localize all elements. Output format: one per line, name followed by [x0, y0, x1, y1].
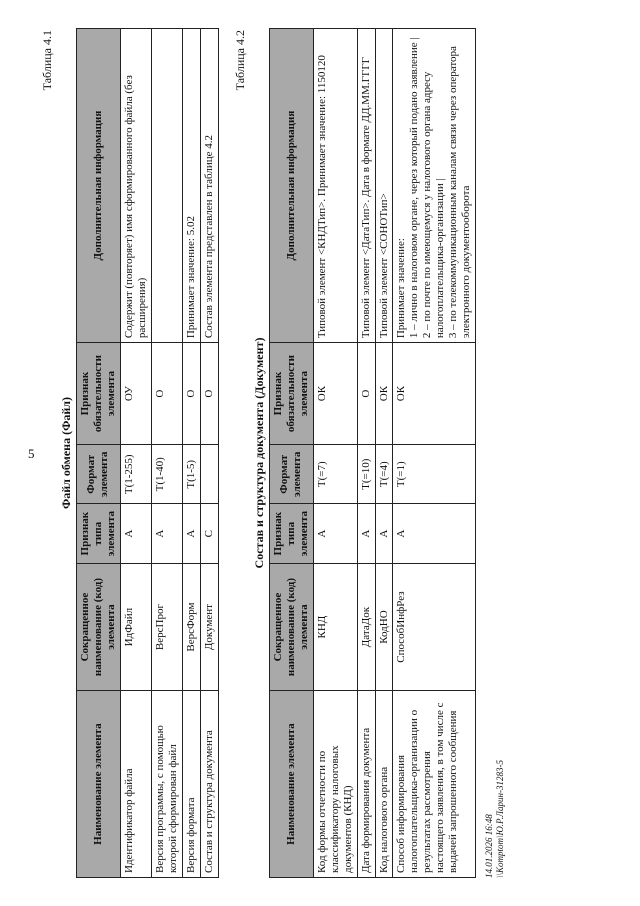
table-cell: Дата формирования документа: [357, 691, 375, 878]
table-cell: T(=10): [357, 445, 375, 504]
table-cell: О: [151, 343, 182, 445]
table-cell: T(1-40): [151, 445, 182, 504]
print-stamp-path: \\Komptom\Ю.Р.Ларин-31283-5: [495, 760, 506, 878]
table-cell: СпособИнфРез: [393, 563, 476, 690]
table-1-file-exchange: [76, 28, 219, 878]
table-2-header-cell: Дополнительная информация: [269, 29, 313, 343]
rotated-page-content: [40, 28, 600, 878]
table-1-header-cell: Признак типа элемента: [77, 504, 121, 563]
table-2-header-row: [269, 29, 313, 878]
table-cell: Содержит (повторяет) имя сформированного файла (без расширения): [120, 29, 151, 343]
print-stamp: [484, 28, 506, 878]
table-cell: [200, 445, 218, 504]
table-cell: А: [393, 504, 476, 563]
table-cell: Типовой элемент <КНДТип>. Принимает значение: 1150120: [313, 29, 357, 343]
table-cell: T(=7): [313, 445, 357, 504]
table-cell: ОУ: [120, 343, 151, 445]
table-1-header-cell: Формат элемента: [77, 445, 121, 504]
table-cell: А: [151, 504, 182, 563]
table-cell: ОК: [313, 343, 357, 445]
table-cell: А: [357, 504, 375, 563]
table-2-document-structure: [269, 28, 477, 878]
table-1-header-cell: Дополнительная информация: [77, 29, 121, 343]
table-1-header-cell: Наименование элемента: [77, 691, 121, 878]
table-cell: А: [120, 504, 151, 563]
table-cell: Принимает значение: 1 – лично в налоговом органе, через который подано заявление | 2 – по почте по имеющемуся у налогового органа адресу налогоплательщика-организации | 3 – по телекоммуникационным каналам связи через оператора электронного документооборота: [393, 29, 476, 343]
table-cell: ВерсПрог: [151, 563, 182, 690]
table-cell: [151, 29, 182, 343]
table-cell: ОК: [393, 343, 476, 445]
table-cell: КодНО: [375, 563, 393, 690]
table-cell: Код формы отчетности по классификатору налоговых документов (КНД): [313, 691, 357, 878]
table-cell: T(=1): [393, 445, 476, 504]
page-number: 5: [28, 446, 35, 461]
table-cell: Версия формата: [182, 691, 200, 878]
table-cell: Состав элемента представлен в таблице 4.2: [200, 29, 218, 343]
table-2-caption: Состав и структура документа (Документ): [251, 337, 266, 569]
table-row: [357, 29, 375, 878]
table-2-header-cell: Наименование элемента: [269, 691, 313, 878]
table-cell: Идентификатор файла: [120, 691, 151, 878]
table-cell: Типовой элемент <СОНОТип>: [375, 29, 393, 343]
table-cell: Документ: [200, 563, 218, 690]
table-2-header-cell: Формат элемента: [269, 445, 313, 504]
table-row: [200, 29, 218, 878]
table-cell: T(1-255): [120, 445, 151, 504]
table-cell: О: [200, 343, 218, 445]
table-cell: Способ информирования налогоплательщика-организации о результатах рассмотрения настоящего заявления, в том числе с выдачей запрошенного сообщения: [393, 691, 476, 878]
table-cell: Принимает значение: 5.02: [182, 29, 200, 343]
table-1-header-cell: Сокращенное наименование (код) элемента: [77, 563, 121, 690]
table-2-header-cell: Признак обязательности элемента: [269, 343, 313, 445]
table-cell: О: [182, 343, 200, 445]
table-cell: А: [313, 504, 357, 563]
table-cell: ДатаДок: [357, 563, 375, 690]
table-2-header-cell: Сокращенное наименование (код) элемента: [269, 563, 313, 690]
table-cell: T(=4): [375, 445, 393, 504]
table-1-label: Таблица 4.1: [40, 30, 54, 91]
table-cell: А: [182, 504, 200, 563]
table-row: [393, 29, 476, 878]
table-row: [120, 29, 151, 878]
table-cell: ВерсФорм: [182, 563, 200, 690]
table-cell: А: [375, 504, 393, 563]
table-row: [375, 29, 393, 878]
table-1-header-row: [77, 29, 121, 878]
table-2-header-cell: Признак типа элемента: [269, 504, 313, 563]
table-2-label: Таблица 4.2: [232, 30, 247, 91]
table-row: [182, 29, 200, 878]
table-cell: С: [200, 504, 218, 563]
print-stamp-date: 14.01.2026 16:48: [484, 814, 495, 878]
table-cell: КНД: [313, 563, 357, 690]
table-cell: Код налогового органа: [375, 691, 393, 878]
table-1-header-cell: Признак обязательности элемента: [77, 343, 121, 445]
table-cell: Типовой элемент <ДатаТип>. Дата в формате ДД.ММ.ГГГГ: [357, 29, 375, 343]
table-row: [151, 29, 182, 878]
table-cell: Состав и структура документа: [200, 691, 218, 878]
table-row: [313, 29, 357, 878]
table-cell: ИдФайл: [120, 563, 151, 690]
table-cell: О: [357, 343, 375, 445]
table-cell: Версия программы, с помощью которой сформирован файл: [151, 691, 182, 878]
table-1-caption: Файл обмена (Файл): [59, 396, 73, 510]
table-cell: ОК: [375, 343, 393, 445]
table-cell: T(1-5): [182, 445, 200, 504]
